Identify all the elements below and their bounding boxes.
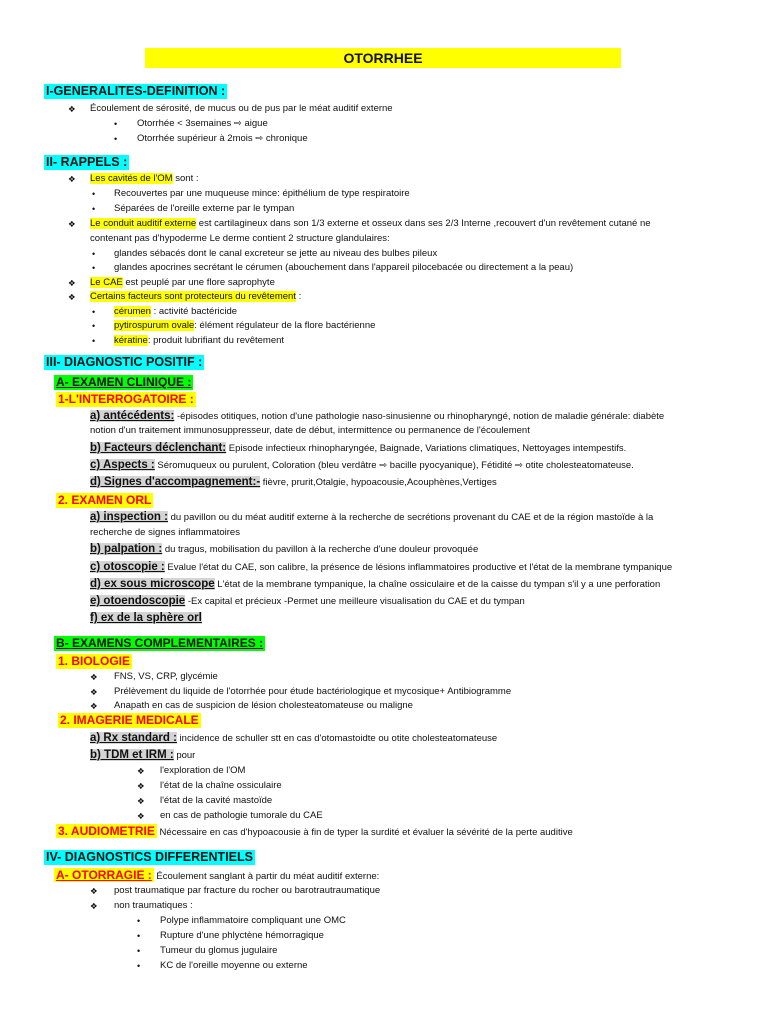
rappel-facteurs: [90, 291, 301, 303]
heading-biologie: 1. BIOLOGIE: [58, 654, 131, 668]
text: -épisodes otitiques, notion d'une pathologie naso-sinusienne ou rhinopharyngé, notion de maladie générale: diabète: [174, 411, 665, 422]
imagerie-tdm: [90, 748, 195, 763]
rappel-cae-cont: contenant pas d'hypoderme Le derme contient 2 structure glandulaires:: [90, 233, 390, 244]
interrogatoire-antecedents: [90, 409, 664, 424]
bullet-icon: •: [92, 307, 96, 317]
section-heading-diagnostics-differentiels: IV- DIAGNOSTICS DIFFERENTIELS: [46, 850, 253, 864]
rappel-glandes-sebacees: glandes sébacés dont le canal excreteur se jette au niveau des bulbes pileux: [114, 248, 438, 259]
diamond-bullet-icon: ❖: [137, 781, 145, 791]
rappel-glandes-apocrines: glandes apocrines secrétant le cérumen (abouchement dans l'appareil pilocebacée ou directement a la peau): [114, 262, 574, 273]
interrogatoire-facteurs: [90, 441, 626, 456]
subsection-examens-complementaires: B- EXAMENS COMPLEMENTAIRES :: [56, 636, 264, 650]
text: fièvre, prurit,Otalgie, hypoacousie,Acouphènes,Vertiges: [260, 477, 497, 488]
orl-otoendoscopie: [90, 594, 525, 609]
heading-examen-orl: 2. EXAMEN ORL: [58, 493, 152, 507]
orl-microscope: [90, 577, 660, 592]
diamond-bullet-icon: ❖: [90, 672, 98, 682]
section-heading-generalites: I-GENERALITES-DEFINITION :: [46, 84, 226, 98]
biologie-prelevement: Prélèvement du liquide de l'otorrhée pour étude bactériologique et mycosique+ Antibiogramme: [114, 686, 512, 697]
label: e) otoendoscopie: [90, 595, 186, 607]
section-heading-rappels: II- RAPPELS :: [46, 155, 128, 169]
text: : produit lubrifiant du revêtement: [147, 335, 285, 346]
rappel-cavites-b: Séparées de l'oreille externe par le tympan: [114, 203, 295, 214]
bullet-icon: •: [137, 961, 141, 971]
bullet-icon: •: [137, 946, 141, 956]
text: Séromuqueux ou purulent, Coloration (bleu verdâtre ⇨ bacille pyocyanique), Fétidité ⇨ otite cholesteatomateuse.: [154, 460, 634, 471]
rappel-cavites: [90, 173, 198, 185]
text: : activité bactéricide: [150, 306, 238, 317]
rappel-flore: [90, 277, 275, 289]
non-trauma-phlyctene: Rupture d'une phlyctène hémorragique: [160, 930, 324, 941]
diamond-bullet-icon: ❖: [68, 219, 76, 229]
label: b) TDM et IRM :: [90, 749, 174, 761]
facteur-keratine: [114, 335, 284, 347]
interrogatoire-signes: [90, 475, 497, 490]
imagerie-rx: [90, 731, 497, 746]
label: c) otoscopie :: [90, 561, 165, 573]
otorragie-post-trauma: post traumatique par fracture du rocher ou barotrautraumatique: [114, 885, 381, 896]
highlight-text: Le conduit auditif externe: [90, 218, 197, 229]
text: : élément régulateur de la flore bactérienne: [194, 320, 376, 331]
definition-line: Écoulement de sérosité, de mucus ou de pus par le méat auditif externe: [90, 103, 393, 114]
label: d) ex sous microscope: [90, 578, 215, 590]
bullet-icon: •: [114, 134, 118, 144]
diamond-bullet-icon: ❖: [68, 292, 76, 302]
text: Écoulement sanglant à partir du méat auditif externe:: [153, 871, 380, 882]
diamond-bullet-icon: ❖: [137, 796, 145, 806]
bullet-icon: •: [92, 263, 96, 273]
orl-palpation: [90, 542, 478, 557]
label: a) inspection :: [90, 511, 168, 523]
non-trauma-kc: KC de l'oreille moyenne ou externe: [160, 960, 308, 971]
text: incidence de schuller stt en cas d'otomastoidte ou otite cholesteatomateuse: [176, 733, 498, 744]
bullet-icon: •: [114, 119, 118, 129]
label: a) Rx standard :: [90, 732, 177, 744]
text: Evalue l'état du CAE, son calibre, la présence de lésions inflammatoires productive et l'état de la membrane tympanique: [164, 562, 673, 573]
bullet-icon: •: [137, 916, 141, 926]
tdm-tumorale: en cas de pathologie tumorale du CAE: [160, 810, 323, 821]
label: c) Aspects :: [90, 459, 155, 471]
diamond-bullet-icon: ❖: [90, 886, 98, 896]
text: L'état de la membrane tympanique, la chaîne ossiculaire et de la caisse du tympan s'il y a une perforation: [214, 579, 661, 590]
heading-interrogatoire: 1-L'INTERROGATOIRE :: [58, 392, 194, 406]
diamond-bullet-icon: ❖: [137, 811, 145, 821]
text: Episode infectieux rhinopharyngée, Baignade, Variations climatiques, Nettoyages intempestifs.: [226, 443, 627, 454]
heading-otorragie: A- OTORRAGIE :: [56, 868, 152, 882]
non-trauma-polype: Polype inflammatoire compliquant une OMC: [160, 915, 346, 926]
bullet-icon: •: [92, 189, 96, 199]
bullet-icon: •: [92, 204, 96, 214]
tdm-chaine: l'état de la chaîne ossiculaire: [160, 780, 282, 791]
bullet-icon: •: [92, 336, 96, 346]
tdm-mastoide: l'état de la cavité mastoïde: [160, 795, 273, 806]
highlight-text: Les cavités de l'OM: [90, 173, 173, 184]
biologie-anapath: Anapath en cas de suspicion de lésion cholesteatomateuse ou maligne: [114, 700, 413, 711]
subsection-examen-clinique: A- EXAMEN CLINIQUE :: [56, 375, 192, 389]
diamond-bullet-icon: ❖: [90, 901, 98, 911]
orl-inspection: [90, 510, 653, 525]
non-trauma-glomus: Tumeur du glomus jugulaire: [160, 945, 278, 956]
text: :: [295, 291, 302, 302]
facteur-cerumen: [114, 306, 237, 318]
label: d) Signes d'accompagnement:-: [90, 476, 261, 488]
heading-imagerie: 2. IMAGERIE MEDICALE: [60, 713, 199, 727]
facteur-pytirospurum: [114, 320, 375, 332]
orl-otoscopie: [90, 560, 672, 575]
definition-chronic: Otorrhée supérieur à 2mois ⇨ chronique: [137, 133, 308, 144]
diamond-bullet-icon: ❖: [137, 766, 145, 776]
rappel-cavites-a: Recouvertes par une muqueuse mince: épithélium de type respiratoire: [114, 188, 410, 199]
diamond-bullet-icon: ❖: [68, 104, 76, 114]
text: pour: [173, 750, 196, 761]
text: est peuplé par une flore saprophyte: [122, 277, 275, 288]
bullet-icon: •: [92, 321, 96, 331]
antecedents-cont: notion d'un traitement immunosuppresseur, date de début, intermittence ou permanence de l'écoulement: [90, 425, 530, 436]
otorragie-non-trauma: non traumatiques :: [114, 900, 193, 911]
rappel-cae: [90, 218, 651, 230]
text: -Ex capital et précieux -Permet une meilleure visualisation du CAE et du tympan: [185, 596, 525, 607]
bullet-icon: •: [92, 249, 96, 259]
diamond-bullet-icon: ❖: [90, 687, 98, 697]
interrogatoire-aspects: [90, 458, 634, 473]
definition-acute: Otorrhée < 3semaines ⇨ aigue: [137, 118, 268, 129]
diamond-bullet-icon: ❖: [90, 701, 98, 711]
tdm-om: l'exploration de l'OM: [160, 765, 246, 776]
inspection-cont: recherche de signes inflammatoires: [90, 527, 240, 538]
label: b) Facteurs déclenchant:: [90, 442, 227, 454]
diamond-bullet-icon: ❖: [68, 278, 76, 288]
highlight-text: pytirospurum ovale: [114, 320, 195, 331]
document-title: OTORRHEE: [145, 48, 621, 68]
label: b) palpation :: [90, 543, 163, 555]
diamond-bullet-icon: ❖: [68, 174, 76, 184]
highlight-text: cérumen: [114, 306, 151, 317]
text: du tragus, mobilisation du pavillon à la recherche d'une douleur provoquée: [162, 544, 479, 555]
text: sont :: [172, 173, 199, 184]
heading-audiometrie: 3. AUDIOMETRIE: [58, 824, 155, 838]
audiometrie-line: [56, 824, 573, 840]
label: f) ex de la sphère orl: [90, 612, 202, 624]
otorragie-line: [54, 868, 379, 884]
highlight-text: kératine: [114, 335, 148, 346]
highlight-text: Le CAE: [90, 277, 123, 288]
text: Nécessaire en cas d'hypoacousie à fin de typer la surdité et évaluer la sévérité de la perte auditive: [156, 827, 573, 838]
text: est cartilagineux dans son 1/3 externe et osseux dans ses 2/3 Interne ,recouvert d'un revêtement cutané ne: [196, 218, 651, 229]
highlight-text: Certains facteurs sont protecteurs du revêtement: [90, 291, 296, 302]
orl-sphere: [90, 611, 202, 626]
biologie-nfs: FNS, VS, CRP, glycémie: [114, 671, 218, 682]
section-heading-diagnostic-positif: III- DIAGNOSTIC POSITIF :: [46, 355, 203, 369]
bullet-icon: •: [137, 931, 141, 941]
text: du pavillon ou du méat auditif externe à la recherche de secrétions provenant du CAE et de la région mastoïde à la: [167, 512, 654, 523]
label: a) antécédents:: [90, 410, 175, 422]
